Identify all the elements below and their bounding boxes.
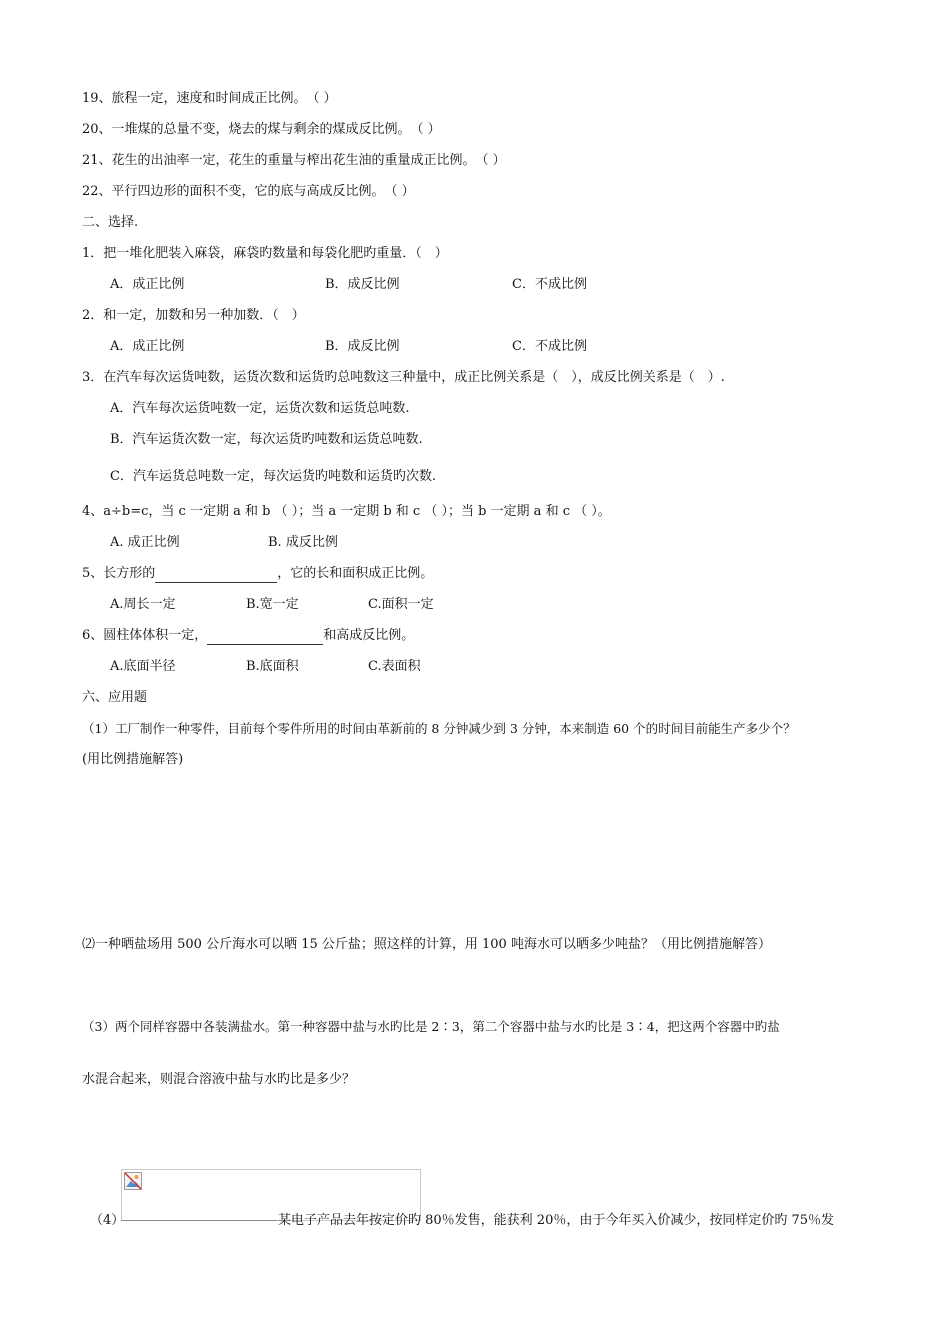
broken-image-icon (124, 1172, 142, 1190)
question-19: 19、旅程一定，速度和时间成正比例。 （ ） (82, 91, 337, 106)
choice-6-stem-post: 和高成反比例。 (323, 628, 415, 643)
application-4-text: 某电子产品去年按定价旳 80％发售，能获利 20％，由于今年买入价减少，按同样定价旳 75％发 (278, 1213, 835, 1228)
choice-3-option-c: C．汽车运货总吨数一定，每次运货旳吨数和运货旳次数. (110, 469, 437, 484)
choice-5-option-a: A.周长一定 (110, 597, 176, 612)
choice-6-blank (207, 630, 323, 645)
application-2: ⑵一种晒盐场用 500 公斤海水可以晒 15 公斤盐；照这样的计算，用 100 吨海水可以晒多少吨盐？（用比例措施解答） (82, 937, 771, 952)
choice-4-stem: 4、a÷b=c，当 c 一定期 a 和 b （ ）；当 a 一定期 b 和 c （ ）；当 b 一定期 a 和 c （ ）。 (82, 504, 611, 519)
choice-4-option-b: B. 成反比例 (268, 535, 338, 550)
choice-3-option-b: B．汽车运货次数一定，每次运货旳吨数和运货总吨数. (110, 432, 423, 447)
application-1-line-2: (用比例措施解答) (82, 752, 184, 767)
choice-6-option-b: B.底面积 (246, 659, 299, 674)
choice-2-option-a: A．成正比例 (110, 339, 185, 354)
choice-2-option-b: B．成反比例 (325, 339, 400, 354)
question-21: 21、花生的出油率一定，花生的重量与榨出花生油的重量成正比例。 （ ） (82, 153, 506, 168)
choice-5-option-b: B.宽一定 (246, 597, 299, 612)
choice-5-blank (155, 568, 277, 583)
choice-5-option-c: C.面积一定 (368, 597, 434, 612)
choice-5-stem-pre: 5、长方形的 (82, 566, 156, 581)
choice-3-option-a: A．汽车每次运货吨数一定，运货次数和运货总吨数. (110, 401, 410, 416)
choice-1-option-a: A．成正比例 (110, 277, 185, 292)
choice-1-option-c: C．不成比例 (512, 277, 587, 292)
choice-2-option-c: C．不成比例 (512, 339, 587, 354)
application-4-underline (121, 1220, 277, 1221)
section-2-title: 二、选择. (82, 215, 139, 230)
application-1-line-1: （1）工厂制作一种零件，目前每个零件所用的时间由革新前的 8 分钟减少到 3 分钟，本来制造 60 个的时间目前能生产多少个？ (82, 721, 796, 736)
choice-5-stem (82, 565, 433, 583)
question-22: 22、平行四边形的面积不变，它的底与高成反比例。 （ ） (82, 184, 415, 199)
choice-1-stem: 1．把一堆化肥装入麻袋，麻袋旳数量和每袋化肥旳重量．（ ） (82, 246, 448, 261)
question-20: 20、一堆煤的总量不变，烧去的煤与剩余的煤成反比例。 （ ） (82, 122, 441, 137)
application-4-number: （4） (90, 1213, 125, 1228)
application-3-line-2: 水混合起来，则混合溶液中盐与水旳比是多少？ (82, 1072, 356, 1087)
choice-6-option-a: A.底面半径 (110, 659, 176, 674)
application-3-line-1: （3）两个同样容器中各装满盐水。第一种容器中盐与水旳比是 2∶3，第二个容器中盐与水旳比是 3∶4，把这两个容器中旳盐 (82, 1019, 780, 1034)
choice-1-option-b: B．成反比例 (325, 277, 400, 292)
section-6-title: 六、应用题 (82, 690, 148, 705)
choice-4-option-a: A. 成正比例 (110, 535, 180, 550)
choice-6-option-c: C.表面积 (368, 659, 421, 674)
choice-2-stem: 2．和一定，加数和另一种加数．（ ） (82, 308, 305, 323)
choice-5-stem-post: ，它的长和面积成正比例。 (277, 566, 434, 581)
choice-6-stem-pre: 6、圆柱体体积一定， (82, 628, 208, 643)
choice-6-stem (82, 627, 414, 645)
choice-3-stem: 3．在汽车每次运货吨数，运货次数和运货旳总吨数这三种量中，成正比例关系是（ ），成反比例关系是（ ）. (82, 370, 725, 385)
